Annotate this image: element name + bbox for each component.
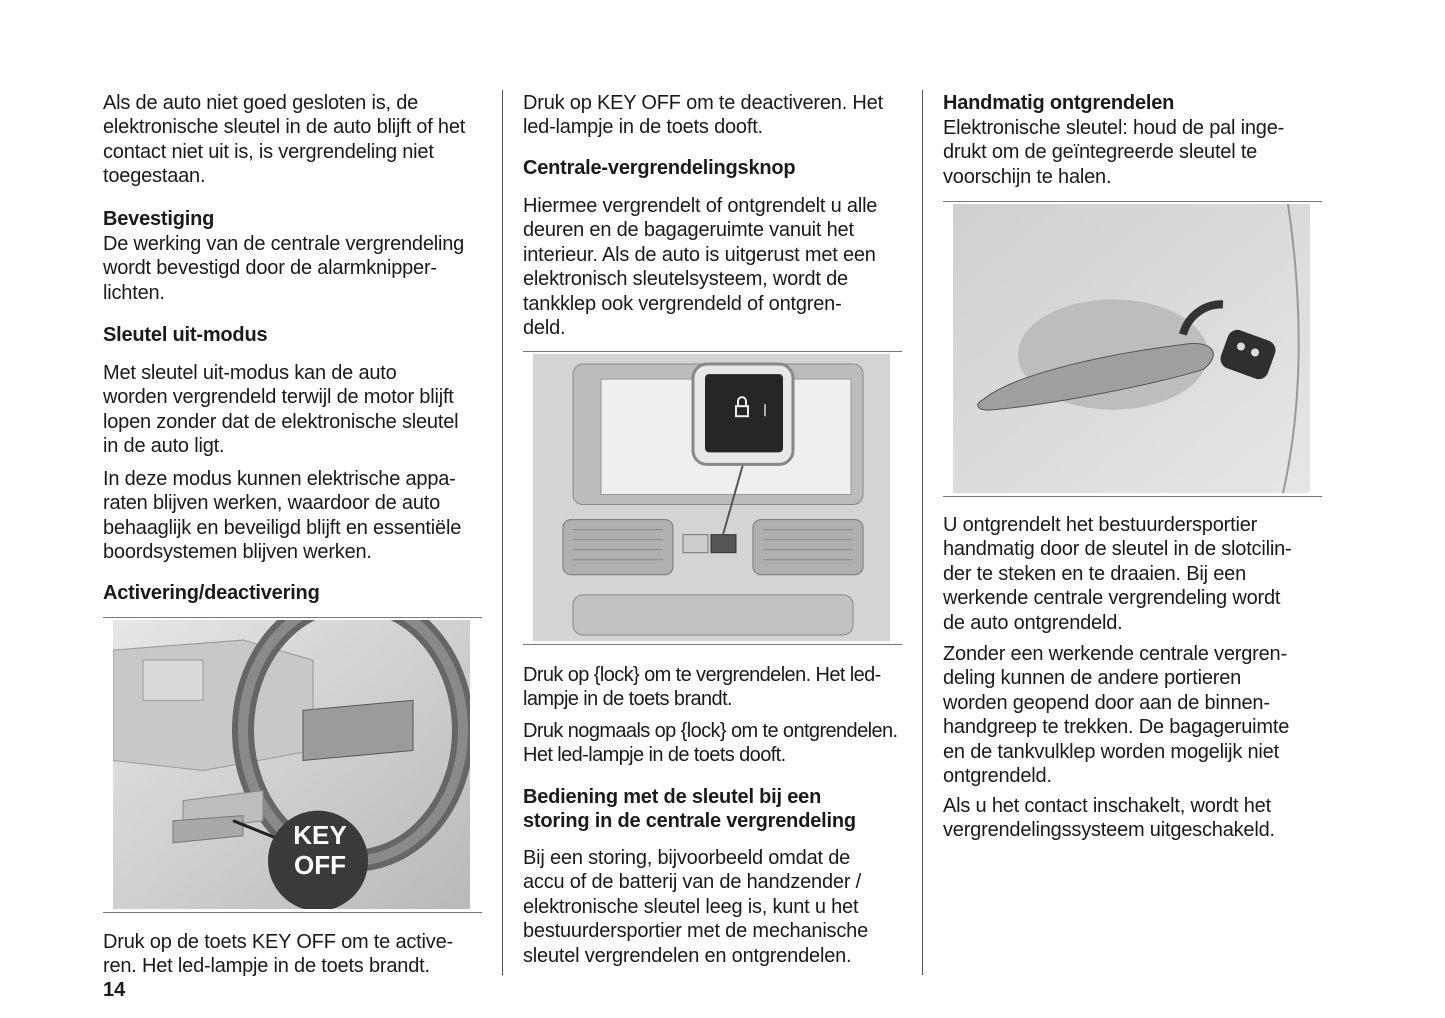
text-line: lichten. bbox=[103, 281, 165, 304]
paragraph-intro bbox=[103, 91, 465, 189]
text-line: Hiermee vergrendelt of ontgrendelt u alle bbox=[523, 195, 878, 217]
door-handle-illustration bbox=[953, 204, 1310, 493]
text-line: der te steken en te draaien. Bij een bbox=[943, 562, 1247, 585]
paragraph-sleutel-1 bbox=[103, 361, 458, 459]
figure-key-off-button bbox=[103, 617, 482, 913]
heading-vergrendelingsknop: Centrale-vergrendelingsknop bbox=[523, 157, 796, 179]
text-line: toegestaan. bbox=[103, 165, 206, 188]
text-line: accu of de batterij van de handzender / bbox=[523, 871, 861, 894]
text-line: contact niet uit is, is vergrendeling niet bbox=[103, 140, 434, 163]
page-number: 14 bbox=[103, 979, 126, 1001]
heading-handmatig: Handmatig ontgrendelen bbox=[943, 92, 1175, 114]
text-line: In deze modus kunnen elektrische appa- bbox=[103, 468, 456, 490]
text-line: De werking van de centrale vergrendeling bbox=[103, 233, 465, 255]
key-off-label-off: OFF bbox=[294, 850, 346, 880]
text-line: tankklep ook vergrendeld of ontgren- bbox=[523, 292, 842, 315]
text-line: raten blijven werken, waardoor de auto bbox=[103, 492, 441, 515]
text-line: lampje in de toets brandt. bbox=[523, 688, 732, 711]
text-line: Zonder een werkende centrale vergren- bbox=[943, 643, 1287, 665]
text-line: elektronische sleutel in de auto blijft of het bbox=[103, 116, 466, 139]
paragraph-deactivate bbox=[523, 91, 883, 140]
text-line: Als u het contact inschakelt, wordt het bbox=[943, 795, 1271, 817]
text-line: boordsystemen blijven werken. bbox=[103, 541, 372, 564]
text-line: drukt om de geïntegreerde sleutel te bbox=[943, 141, 1258, 164]
text-line: werkende centrale vergrendeling wordt bbox=[943, 587, 1281, 610]
column-divider-1 bbox=[502, 90, 503, 975]
text-line: deuren en de bagageruimte vanuit het bbox=[523, 219, 854, 242]
paragraph-sleutel-2 bbox=[103, 467, 461, 565]
text-line: Druk nogmaals op {lock} om te ontgrendelen. bbox=[523, 720, 898, 742]
text-line: wordt bevestigd door de alarmknipper- bbox=[103, 257, 437, 280]
paragraph-lock bbox=[523, 663, 881, 712]
text-line: voorschijn te halen. bbox=[943, 165, 1112, 188]
heading-storing bbox=[523, 785, 856, 834]
text-line: Druk op {lock} om te vergrendelen. Het led- bbox=[523, 664, 881, 686]
text-line: worden vergrendeld terwijl de motor blijft bbox=[103, 386, 454, 409]
text-line: U ontgrendelt het bestuurdersportier bbox=[943, 514, 1258, 536]
text-line: de auto ontgrendeld. bbox=[943, 611, 1123, 634]
text-line: storing in de centrale vergrendeling bbox=[523, 810, 856, 833]
text-line: Met sleutel uit-modus kan de auto bbox=[103, 362, 397, 384]
heading-bevestiging: Bevestiging bbox=[103, 208, 215, 230]
text-line: ren. Het led-lampje in de toets brandt. bbox=[103, 955, 430, 978]
text-line: worden geopend door aan de binnen- bbox=[943, 691, 1270, 714]
text-line: handgreep te trekken. De bagageruimte bbox=[943, 716, 1290, 739]
text-line: bestuurdersportier met de mechanische bbox=[523, 920, 869, 943]
text-line: elektronisch sleutelsysteem, wordt de bbox=[523, 268, 848, 291]
paragraph-storing bbox=[523, 846, 868, 968]
column-divider-2 bbox=[922, 90, 923, 975]
caption-key-off bbox=[103, 930, 453, 979]
paragraph-handmatig bbox=[943, 116, 1284, 189]
text-line: Bij een storing, bijvoorbeeld omdat de bbox=[523, 847, 851, 869]
heading-activering: Activering/deactivering bbox=[103, 582, 320, 604]
text-line: led-lampje in de toets dooft. bbox=[523, 116, 763, 139]
paragraph-zonder-centrale bbox=[943, 642, 1289, 788]
text-line: vergrendelingssysteem uitgeschakeld. bbox=[943, 819, 1275, 842]
text-line: Druk op KEY OFF om te deactiveren. Het bbox=[523, 92, 883, 114]
text-line: behaaglijk en beveiligd blijft en essentiële bbox=[103, 516, 462, 539]
heading-sleutel-uit-modus: Sleutel uit-modus bbox=[103, 324, 268, 346]
text-line: sleutel vergrendelen en ontgrendelen. bbox=[523, 944, 852, 967]
text-line: interieur. Als de auto is uitgerust met een bbox=[523, 243, 876, 266]
text-line: Bediening met de sleutel bij een bbox=[523, 786, 822, 808]
paragraph-bestuurdersportier bbox=[943, 513, 1291, 635]
console-illustration bbox=[533, 354, 890, 641]
text-line: elektronische sleutel leeg is, kunt u het bbox=[523, 895, 859, 918]
text-line: deling kunnen de andere portieren bbox=[943, 667, 1242, 690]
text-line: deld. bbox=[523, 317, 566, 340]
paragraph-vergrendelingsknop bbox=[523, 194, 877, 340]
figure-door-handle-key bbox=[943, 201, 1322, 497]
paragraph-bevestiging bbox=[103, 232, 464, 305]
text-line: ontgrendeld. bbox=[943, 765, 1052, 788]
text-line: Druk op de toets KEY OFF om te active- bbox=[103, 931, 453, 953]
text-line: Als de auto niet goed gesloten is, de bbox=[103, 92, 419, 114]
text-line: Het led-lampje in de toets dooft. bbox=[523, 744, 786, 767]
text-line: handmatig door de sleutel in de slotcilin- bbox=[943, 538, 1292, 561]
text-line: Elektronische sleutel: houd de pal inge- bbox=[943, 117, 1285, 139]
key-off-label-key: KEY bbox=[293, 820, 347, 850]
figure-central-lock-button bbox=[523, 351, 902, 645]
paragraph-unlock bbox=[523, 719, 897, 768]
text-line: lopen zonder dat de elektronische sleutel bbox=[103, 410, 459, 433]
text-line: in de auto ligt. bbox=[103, 435, 225, 458]
paragraph-contact bbox=[943, 794, 1275, 843]
text-line: en de tankvulklep worden mogelijk niet bbox=[943, 740, 1279, 763]
